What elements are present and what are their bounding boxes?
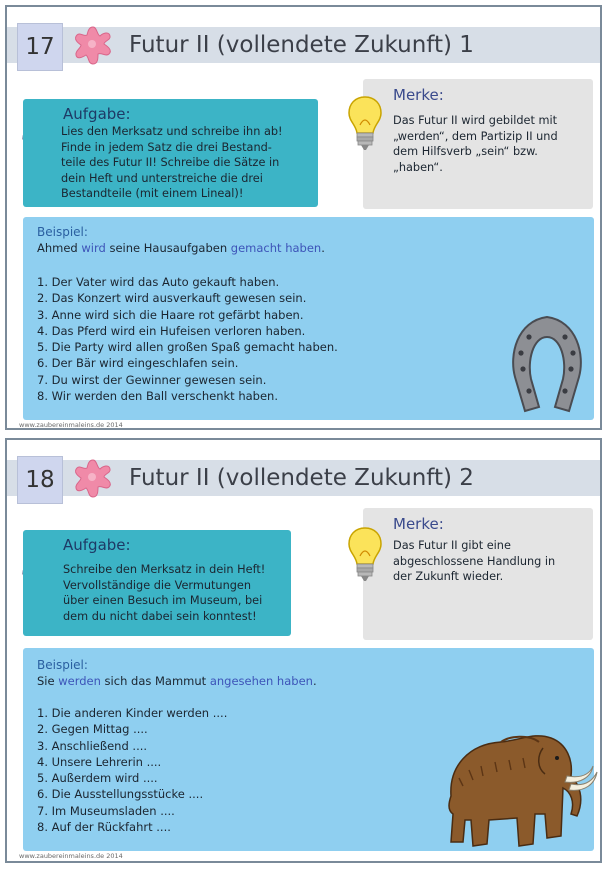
- card-title: Futur II (vollendete Zukunft) 2: [129, 465, 474, 491]
- merke-text: Das Futur II wird gebildet mit „werden“, dem Partizip II und dem Hilfsverb „sein“ bzw. „haben“.: [393, 114, 558, 174]
- list-item: 7. Du wirst der Gewinner gewesen sein.: [37, 372, 267, 387]
- list-item: 4. Das Pferd wird ein Hufeisen verloren haben.: [37, 323, 306, 338]
- lightbulb-icon: [347, 526, 383, 584]
- merke-heading: Merke:: [393, 86, 444, 104]
- lightbulb-icon: [347, 95, 383, 153]
- aufgabe-heading: Aufgabe:: [63, 536, 131, 554]
- flower-blob-icon: [71, 456, 115, 500]
- list-item: 3. Anne wird sich die Haare rot gefärbt haben.: [37, 307, 304, 322]
- merke-box: [363, 79, 593, 209]
- list-item: 2. Das Konzert wird ausverkauft gewesen sein.: [37, 291, 307, 306]
- task-card-17: [5, 5, 602, 430]
- list-item: 6. Die Ausstellungsstücke ....: [37, 787, 204, 802]
- mammoth-icon: [439, 726, 599, 856]
- sentence-list: [37, 274, 338, 404]
- card-number: 18: [17, 456, 63, 504]
- aufgabe-text: Lies den Merksatz und schreibe ihn ab! Finde in jedem Satz die drei Bestand- teile des Futur II! Schreibe die Sätze in dein Heft und unterstreiche die drei Bestandteile (mit einem Lineal)!: [61, 125, 283, 200]
- merke-box: [363, 508, 593, 640]
- example-sentence: Ahmed wird seine Hausaufgaben gemacht haben.: [37, 241, 325, 255]
- example-sentence: Sie werden sich das Mammut angesehen haben.: [37, 674, 317, 688]
- list-item: 7. Im Museumsladen ....: [37, 803, 175, 818]
- list-item: 3. Anschließend ....: [37, 738, 148, 753]
- footer-text: www.zaubereinmaleins.de 2014: [19, 421, 123, 429]
- card-number: 17: [17, 23, 63, 71]
- card-title: Futur II (vollendete Zukunft) 1: [129, 32, 474, 58]
- beispiel-heading: Beispiel:: [37, 658, 88, 672]
- list-item: 1. Der Vater wird das Auto gekauft haben.: [37, 275, 280, 289]
- flower-blob-icon: [71, 23, 115, 67]
- sentence-list: [37, 705, 227, 835]
- footer-text: www.zaubereinmaleins.de 2014: [19, 852, 123, 860]
- list-item: 5. Die Party wird allen großen Spaß gemacht haben.: [37, 340, 338, 355]
- merke-heading: Merke:: [393, 515, 444, 533]
- list-item: 2. Gegen Mittag ....: [37, 722, 148, 737]
- merke-text: Das Futur II gibt eine abgeschlossene Handlung in der Zukunft wieder.: [393, 539, 556, 583]
- list-item: 6. Der Bär wird eingeschlafen sein.: [37, 356, 239, 371]
- aufgabe-text: Schreibe den Merksatz in dein Heft! Vervollständige die Vermutungen über einen Besuch im Museum, bei dem du nicht dabei sein konntest!: [63, 563, 266, 623]
- list-item: 8. Auf der Rückfahrt ....: [37, 820, 171, 835]
- aufgabe-box: [23, 530, 291, 636]
- horseshoe-icon: [507, 307, 587, 419]
- task-card-18: [5, 438, 602, 863]
- aufgabe-heading: Aufgabe:: [63, 105, 131, 123]
- list-item: 1. Die anderen Kinder werden ....: [37, 706, 228, 720]
- aufgabe-box: [23, 99, 318, 207]
- list-item: 5. Außerdem wird ....: [37, 771, 158, 786]
- list-item: 8. Wir werden den Ball verschenkt haben.: [37, 389, 279, 404]
- beispiel-heading: Beispiel:: [37, 225, 88, 239]
- list-item: 4. Unsere Lehrerin ....: [37, 754, 162, 769]
